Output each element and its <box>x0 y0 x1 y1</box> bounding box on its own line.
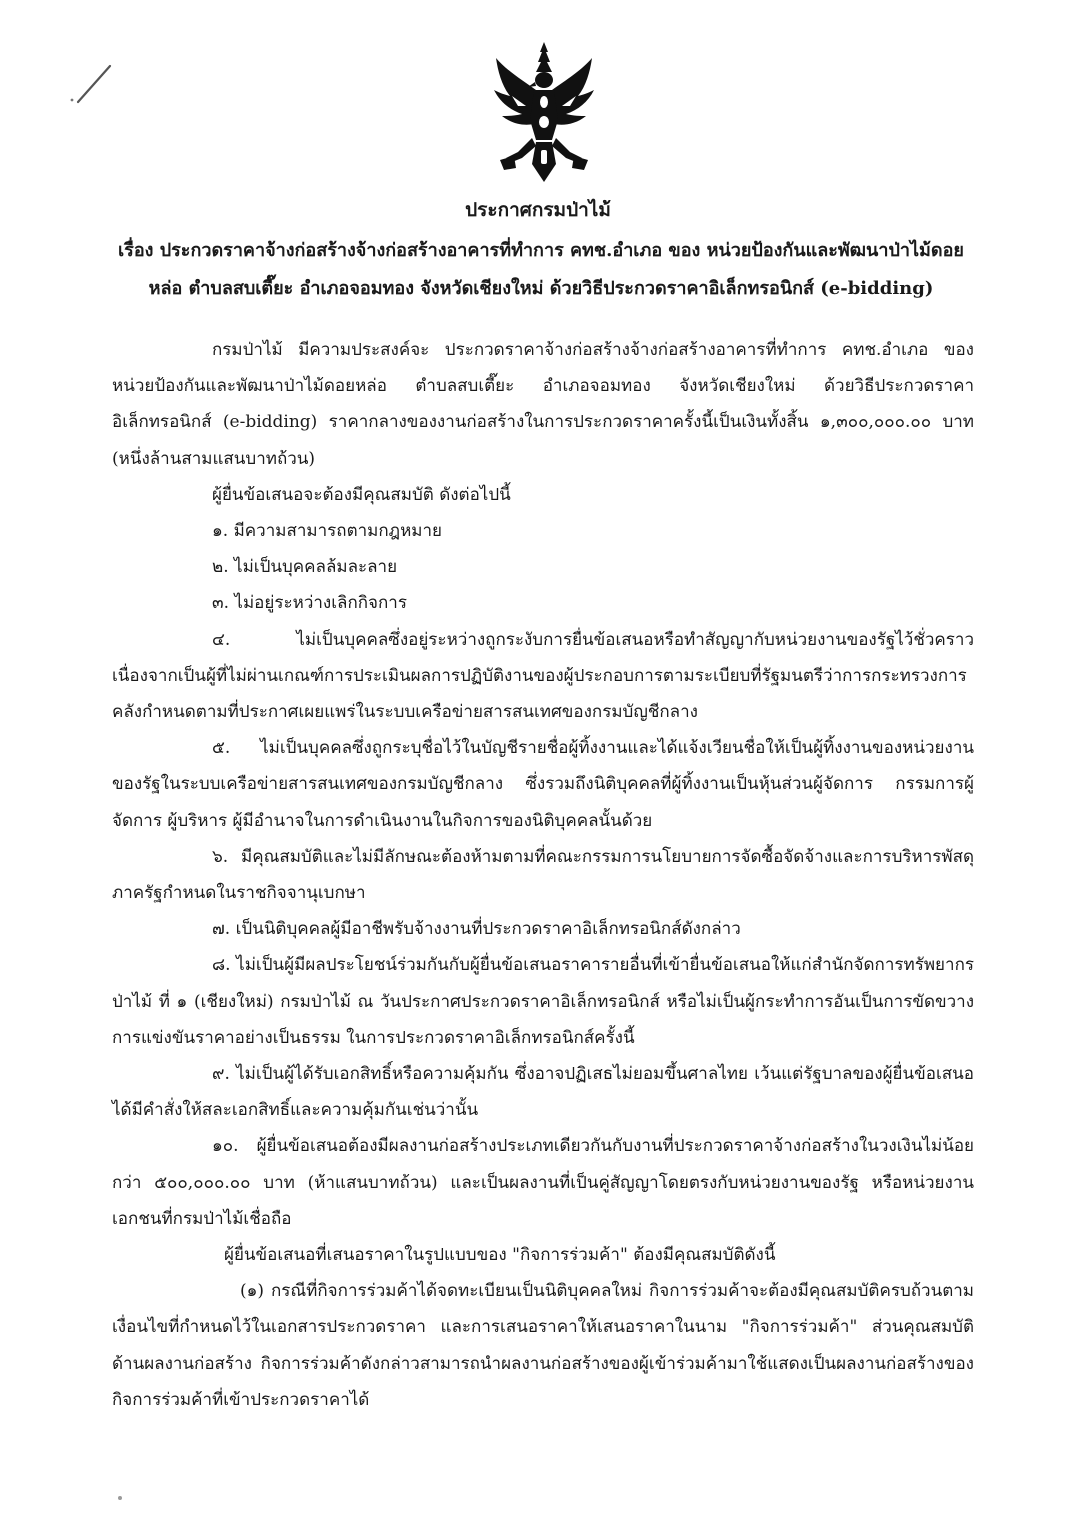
qualification-item-5: ๕. ไม่เป็นบุคคลซึ่งถูกระบุชื่อไว้ในบัญชีรายชื่อผู้ทิ้งงานและได้แจ้งเวียนชื่อให้เป็นผู้ทิ้งงานของหน่วยงานของรัฐในระบบเครือข่ายสารสนเทศของกรมบัญชีกลาง ซึ่งรวมถึงนิติบุคคลที่ผู้ทิ้งงานเป็นหุ้นส่วนผู้จัดการ กรรมการผู้จัดการ ผู้บริหาร ผู้มีอำนาจในการดำเนินงานในกิจการของนิติบุคคลนั้นด้วย <box>112 738 974 831</box>
joint-venture-intro: ผู้ยื่นข้อเสนอที่เสนอราคาในรูปแบบของ "กิจการร่วมค้า" ต้องมีคุณสมบัติดังนี้ <box>224 1245 776 1266</box>
qualifications-intro: ผู้ยื่นข้อเสนอจะต้องมีคุณสมบัติ ดังต่อไปนี้ <box>212 484 511 505</box>
scan-speck <box>118 1496 122 1500</box>
qualification-item-7: ๗. เป็นนิติบุคคลผู้มีอาชีพรับจ้างงานที่ประกวดราคาอิเล็กทรอนิกส์ดังกล่าว <box>212 919 741 940</box>
qualification-item-4: ๔. ไม่เป็นบุคคลซึ่งอยู่ระหว่างถูกระงับการยื่นข้อเสนอหรือทำสัญญากับหน่วยงานของรัฐไว้ชั่วคราว เนื่องจากเป็นผู้ที่ไม่ผ่านเกณฑ์การประเมินผลการปฏิบัติงานของผู้ประกอบการตามระเบียบที่รัฐมนตรีว่าการกระทรวงการคลังกำหนดตามที่ประกาศเผยแพร่ในระบบเครือข่ายสารสนเทศของกรมบัญชีกลาง <box>112 629 974 723</box>
qualification-item-10: ๑๐. ผู้ยื่นข้อเสนอต้องมีผลงานก่อสร้างประเภทเดียวกันกับงานที่ประกวดราคาจ้างก่อสร้างในวงเงินไม่น้อยกว่า ๕๐๐,๐๐๐.๐๐ บาท (ห้าแสนบาทถ้วน) และเป็นผลงานที่เป็นคู่สัญญาโดยตรงกับหน่วยงานของรัฐ หรือหน่วยงานเอกชนที่กรมป่าไม้เชื่อถือ <box>112 1136 974 1229</box>
qualification-item-1: ๑. มีความสามารถตามกฎหมาย <box>212 521 442 542</box>
qualification-item-9: ๙. ไม่เป็นผู้ได้รับเอกสิทธิ์หรือความคุ้มกัน ซึ่งอาจปฏิเสธไม่ยอมขึ้นศาลไทย เว้นแต่รัฐบาลของผู้ยื่นข้อเสนอได้มีคำสั่งให้สละเอกสิทธิ์และความคุ้มกันเช่นว่านั้น <box>112 1064 974 1121</box>
qualification-item-8: ๘. ไม่เป็นผู้มีผลประโยชน์ร่วมกันกับผู้ยื่นข้อเสนอราคารายอื่นที่เข้ายื่นข้อเสนอให้แก่สำนักจัดการทรัพยากรป่าไม้ ที่ ๑ (เชียงใหม่) กรมป่าไม้ ณ วันประกาศประกวดราคาอิเล็กทรอนิกส์ หรือไม่เป็นผู้กระทำการอันเป็นการขัดขวางการแข่งขันราคาอย่างเป็นธรรม ในการประกวดราคาอิเล็กทรอนิกส์ครั้งนี้ <box>112 955 974 1048</box>
qualification-item-6: ๖. มีคุณสมบัติและไม่มีลักษณะต้องห้ามตามที่คณะกรรมการนโยบายการจัดซื้อจัดจ้างและการบริหารพัสดุภาครัฐกำหนดในราชกิจจานุเบกษา <box>112 846 974 904</box>
pen-stroke-mark <box>66 60 116 110</box>
intro-paragraph: กรมป่าไม้ มีความประสงค์จะ ประกวดราคาจ้างก่อสร้างจ้างก่อสร้างอาคารที่ทำการ คทช.อำเภอ ของหน่วยป้องกันและพัฒนาป่าไม้ดอยหล่อ ตำบลสบเตี๊ยะ อำเภอจอมทอง จังหวัดเชียงใหม่ ด้วยวิธีประกวดราคาอิเล็กทรอนิกส์ (e-bidding) ราคากลางของงานก่อสร้างในการประกวดราคาครั้งนี้เป็นเงินทั้งสิ้น ๑,๓๐๐,๐๐๐.๐๐ บาท (หนึ่งล้านสามแสนบาทถ้วน) <box>112 340 974 469</box>
qualification-item-2: ๒. ไม่เป็นบุคคลล้มละลาย <box>212 557 398 578</box>
subject-line-2: หล่อ ตำบลสบเตี๊ยะ อำเภอจอมทอง จังหวัดเชียงใหม่ ด้วยวิธีประกวดราคาอิเล็กทรอนิกส์ (e-bidding) <box>148 278 934 299</box>
joint-venture-item-1: (๑) กรณีที่กิจการร่วมค้าได้จดทะเบียนเป็นนิติบุคคลใหม่ กิจการร่วมค้าจะต้องมีคุณสมบัติครบถ้วนตามเงื่อนไขที่กำหนดไว้ในเอกสารประกวดราคา และการเสนอราคาให้เสนอราคาในนาม "กิจการร่วมค้า" ส่วนคุณสมบัติด้านผลงานก่อสร้าง กิจการร่วมค้าดังกล่าวสามารถนำผลงานก่อสร้างของผู้เข้าร่วมค้ามาใช้แสดงเป็นผลงานก่อสร้างของกิจการร่วมค้าที่เข้าประกวดราคาได้ <box>112 1281 974 1410</box>
qualification-item-3: ๓. ไม่อยู่ระหว่างเลิกกิจการ <box>212 593 407 614</box>
subject-line-1: เรื่อง ประกวดราคาจ้างก่อสร้างจ้างก่อสร้างอาคารที่ทำการ คทช.อำเภอ ของ หน่วยป้องกันและพัฒนาป่าไม้ดอย <box>118 240 964 261</box>
announcement-body <box>112 332 974 1418</box>
announcement-subject <box>110 232 972 308</box>
garuda-emblem-icon <box>492 40 596 185</box>
announcement-title: ประกาศกรมป่าไม้ <box>465 199 611 221</box>
